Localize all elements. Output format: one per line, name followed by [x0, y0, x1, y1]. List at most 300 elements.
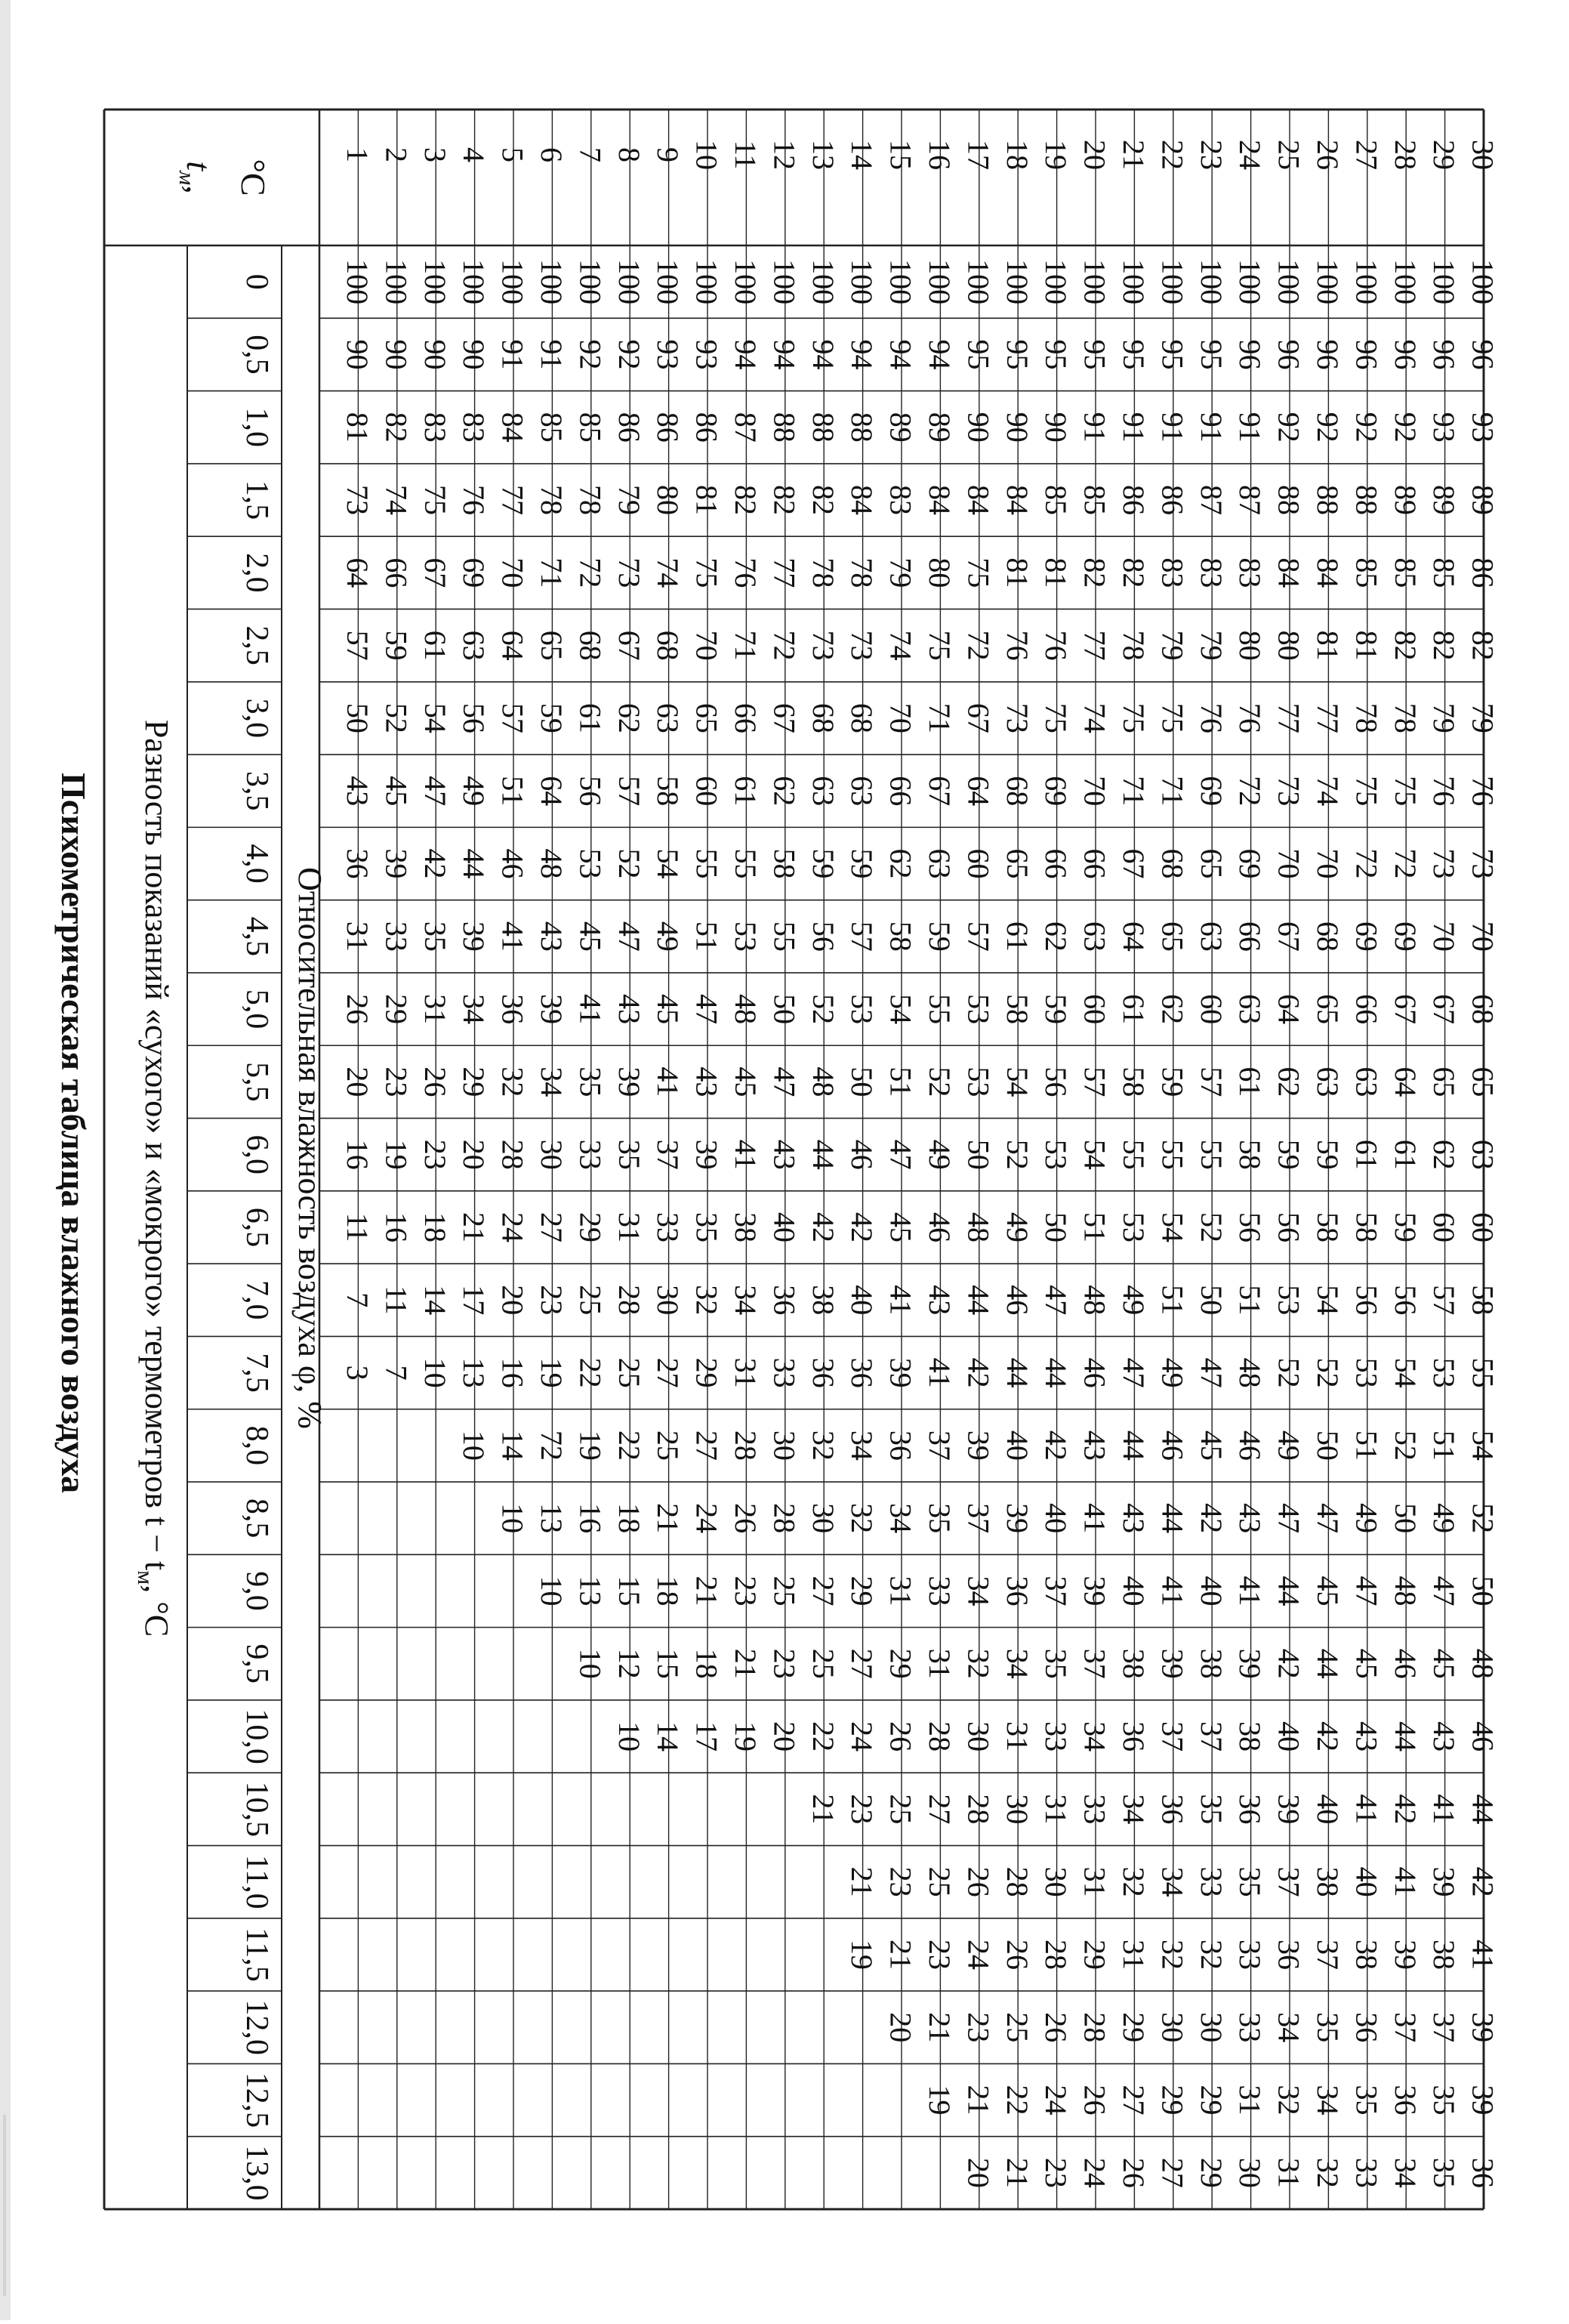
- table-cell: 53: [961, 1066, 996, 1097]
- row-label-tm: 19: [1039, 140, 1074, 170]
- table-cell: 34: [1000, 1648, 1034, 1679]
- row-label-tm: 10: [689, 140, 724, 170]
- table-cell: 37: [651, 1139, 686, 1170]
- table-cell: 79: [612, 485, 646, 516]
- table-cell: 38: [1311, 1866, 1346, 1897]
- row-label-tm: 1: [341, 147, 375, 162]
- table-cell: 37: [1077, 1648, 1112, 1679]
- table-cell: 100: [883, 259, 918, 305]
- table-cell: 39: [1233, 1648, 1268, 1679]
- row-label-tm: 18: [1000, 140, 1034, 170]
- table-cell: 100: [495, 259, 530, 305]
- table-cell: 50: [1311, 1430, 1346, 1461]
- table-cell: 38: [1117, 1648, 1151, 1679]
- table-cell: 96: [1311, 339, 1346, 370]
- table-cell: 61: [1117, 994, 1151, 1025]
- table-cell: 100: [1388, 259, 1423, 305]
- table-cell: 100: [535, 259, 569, 305]
- table-cell: 26: [341, 994, 375, 1025]
- row-label-tm: 6: [535, 147, 569, 162]
- table-cell: 93: [1466, 412, 1500, 443]
- table-cell: 59: [1272, 1139, 1306, 1170]
- table-cell: 71: [923, 702, 957, 733]
- table-cell: 82: [1077, 557, 1112, 588]
- table-cell: 34: [1117, 1794, 1151, 1825]
- table-cell: 23: [923, 1939, 957, 1970]
- table-cell: 50: [961, 1139, 996, 1170]
- table-cell: 70: [883, 702, 918, 733]
- table-cell: 24: [1077, 2157, 1112, 2188]
- table-cell: 76: [1194, 702, 1228, 733]
- table-cell: 41: [1233, 1576, 1268, 1606]
- table-cell: 61: [573, 702, 608, 733]
- table-cell: 58: [1466, 1285, 1500, 1316]
- table-cell: 56: [573, 776, 608, 807]
- table-cell: 62: [767, 776, 802, 807]
- column-header: 6,0: [239, 1134, 274, 1174]
- table-cell: 52: [923, 1066, 957, 1097]
- table-cell: 14: [651, 1721, 686, 1752]
- table-cell: 34: [961, 1576, 996, 1606]
- table-cell: 55: [767, 921, 802, 952]
- table-cell: 21: [806, 1794, 840, 1825]
- table-cell: 52: [806, 994, 840, 1025]
- table-cell: 82: [1117, 557, 1151, 588]
- table-cell: 30: [806, 1503, 840, 1534]
- table-cell: 25: [883, 1794, 918, 1825]
- table-cell: 36: [1117, 1721, 1151, 1752]
- table-cell: 47: [1039, 1285, 1074, 1316]
- table-cell: 100: [1272, 259, 1306, 305]
- table-cell: 72: [961, 630, 996, 661]
- table-cell: 82: [767, 485, 802, 516]
- table-cell: 61: [1388, 1139, 1423, 1170]
- table-cell: 36: [1466, 2157, 1500, 2188]
- table-cell: 17: [457, 1285, 492, 1316]
- table-cell: 87: [1233, 485, 1268, 516]
- table-cell: 56: [1388, 1285, 1423, 1316]
- table-cell: 10: [457, 1430, 492, 1461]
- table-cell: 47: [1272, 1503, 1306, 1534]
- table-cell: 96: [1466, 339, 1500, 370]
- table-cell: 93: [689, 339, 724, 370]
- table-cell: 55: [1466, 1357, 1500, 1388]
- table-cell: 96: [1349, 339, 1384, 370]
- table-cell: 33: [573, 1139, 608, 1170]
- table-cell: 77: [767, 557, 802, 588]
- table-cell: 67: [1117, 848, 1151, 879]
- table-cell: 69: [1039, 776, 1074, 807]
- table-cell: 27: [806, 1576, 840, 1606]
- table-cell: 60: [1466, 1212, 1500, 1242]
- table-cell: 17: [689, 1721, 724, 1752]
- table-cell: 66: [379, 557, 414, 588]
- table-cell: 100: [573, 259, 608, 305]
- table-cell: 21: [651, 1503, 686, 1534]
- table-cell: 63: [1233, 994, 1268, 1025]
- table-cell: 39: [1000, 1503, 1034, 1534]
- table-cell: 70: [1272, 848, 1306, 879]
- table-cell: 79: [1194, 630, 1228, 661]
- row-label-tm: 8: [612, 147, 646, 162]
- table-cell: 75: [1039, 702, 1074, 733]
- table-cell: 32: [1117, 1866, 1151, 1897]
- table-cell: 19: [535, 1357, 569, 1388]
- table-cell: 54: [1388, 1357, 1423, 1388]
- table-cell: 23: [1039, 2157, 1074, 2188]
- table-cell: 69: [1349, 921, 1384, 952]
- table-cell: 56: [1349, 1285, 1384, 1316]
- table-cell: 95: [1039, 339, 1074, 370]
- table-cell: 85: [1388, 557, 1423, 588]
- table-cell: 60: [961, 848, 996, 879]
- table-cell: 61: [1233, 1066, 1268, 1097]
- table-cell: 33: [767, 1357, 802, 1388]
- column-header: 2,0: [239, 553, 274, 593]
- table-cell: 31: [1117, 1939, 1151, 1970]
- table-cell: 33: [651, 1212, 686, 1242]
- table-cell: 83: [883, 485, 918, 516]
- table-cell: 73: [341, 485, 375, 516]
- table-cell: 92: [1272, 412, 1306, 443]
- table-cell: 57: [341, 630, 375, 661]
- table-cell: 32: [806, 1430, 840, 1461]
- table-cell: 16: [341, 1139, 375, 1170]
- table-cell: 53: [1272, 1285, 1306, 1316]
- table-cell: 100: [379, 259, 414, 305]
- table-cell: 92: [612, 339, 646, 370]
- table-cell: 75: [1388, 776, 1423, 807]
- table-cell: 55: [729, 848, 763, 879]
- table-cell: 21: [689, 1576, 724, 1606]
- table-cell: 26: [1077, 2085, 1112, 2116]
- table-cell: 28: [923, 1721, 957, 1752]
- table-cell: 73: [806, 630, 840, 661]
- column-header: 3,0: [239, 698, 274, 739]
- table-cell: 73: [1000, 702, 1034, 733]
- table-cell: 72: [1233, 776, 1268, 807]
- table-cell: 75: [1155, 702, 1190, 733]
- table-cell: 21: [923, 2012, 957, 2043]
- table-cell: 29: [1077, 1939, 1112, 1970]
- column-header: 6,5: [239, 1207, 274, 1248]
- table-cell: 72: [1388, 848, 1423, 879]
- table-cell: 85: [573, 412, 608, 443]
- table-cell: 35: [1039, 1648, 1074, 1679]
- row-label-tm: 7: [573, 147, 608, 162]
- column-header: 12,0: [239, 1999, 274, 2056]
- table-cell: 23: [845, 1794, 880, 1825]
- table-cell: 31: [923, 1648, 957, 1679]
- table-cell: 50: [1388, 1503, 1423, 1534]
- table-cell: 37: [1311, 1939, 1346, 1970]
- table-cell: 11: [341, 1212, 375, 1242]
- table-cell: 30: [535, 1139, 569, 1170]
- table-cell: 58: [651, 776, 686, 807]
- table-cell: 23: [767, 1648, 802, 1679]
- table-cell: 37: [961, 1503, 996, 1534]
- table-cell: 58: [883, 921, 918, 952]
- table-cell: 43: [1349, 1721, 1384, 1752]
- table-cell: 71: [1117, 776, 1151, 807]
- table-cell: 35: [689, 1212, 724, 1242]
- table-cell: 10: [418, 1357, 452, 1388]
- table-cell: 49: [1000, 1212, 1034, 1242]
- table-cell: 26: [1000, 1939, 1034, 1970]
- table-cell: 94: [883, 339, 918, 370]
- column-header: 4,0: [239, 844, 274, 884]
- table-cell: 20: [961, 2157, 996, 2188]
- table-cell: 43: [612, 994, 646, 1025]
- table-cell: 46: [1155, 1430, 1190, 1461]
- table-cell: 21: [845, 1866, 880, 1897]
- table-cell: 68: [1311, 921, 1346, 952]
- table-cell: 36: [845, 1357, 880, 1388]
- table-cell: 15: [651, 1648, 686, 1679]
- table-cell: 48: [535, 848, 569, 879]
- table-cell: 39: [457, 921, 492, 952]
- row-label-tm: 27: [1349, 140, 1384, 170]
- table-cell: 68: [1000, 776, 1034, 807]
- table-cell: 76: [1233, 702, 1268, 733]
- table-cell: 30: [767, 1430, 802, 1461]
- table-cell: 31: [1077, 1866, 1112, 1897]
- table-cell: 28: [495, 1139, 530, 1170]
- table-cell: 13: [457, 1357, 492, 1388]
- table-cell: 14: [418, 1285, 452, 1316]
- table-cell: 89: [1427, 485, 1462, 516]
- table-cell: 35: [923, 1503, 957, 1534]
- table-cell: 83: [1155, 557, 1190, 588]
- table-cell: 35: [418, 921, 452, 952]
- table-cell: 41: [923, 1357, 957, 1388]
- table-cell: 34: [729, 1285, 763, 1316]
- table-cell: 24: [495, 1212, 530, 1242]
- table-cell: 28: [612, 1285, 646, 1316]
- table-cell: 62: [612, 702, 646, 733]
- table-cell: 42: [1311, 1721, 1346, 1752]
- table-cell: 64: [961, 776, 996, 807]
- table-cell: 43: [1427, 1721, 1462, 1752]
- table-cell: 58: [1311, 1212, 1346, 1242]
- table-cell: 65: [1155, 921, 1190, 952]
- table-cell: 10: [535, 1576, 569, 1606]
- table-cell: 34: [1388, 2157, 1423, 2188]
- table-cell: 38: [1194, 1648, 1228, 1679]
- row-label-tm: 23: [1194, 140, 1228, 170]
- table-cell: 80: [651, 485, 686, 516]
- table-cell: 36: [1388, 2085, 1423, 2116]
- table-cell: 48: [961, 1212, 996, 1242]
- table-cell: 29: [1194, 2085, 1228, 2116]
- table-cell: 46: [923, 1212, 957, 1242]
- table-cell: 53: [845, 994, 880, 1025]
- table-cell: 21: [729, 1648, 763, 1679]
- table-cell: 100: [1194, 259, 1228, 305]
- table-cell: 54: [1000, 1066, 1034, 1097]
- table-cell: 77: [1077, 630, 1112, 661]
- table-cell: 65: [1427, 1066, 1462, 1097]
- table-cell: 59: [1155, 1066, 1190, 1097]
- table-cell: 65: [1466, 1066, 1500, 1097]
- table-cell: 34: [1155, 1866, 1190, 1897]
- table-cell: 87: [729, 412, 763, 443]
- table-cell: 24: [689, 1503, 724, 1534]
- table-cell: 48: [1077, 1285, 1112, 1316]
- table-cell: 18: [651, 1576, 686, 1606]
- table-cell: 31: [1272, 2157, 1306, 2188]
- table-cell: 82: [1388, 630, 1423, 661]
- diff-header: Разность показаний «сухого» и «мокрого» термометров $t - t_м$, °C: [133, 719, 175, 1637]
- table-cell: 30: [1039, 1866, 1074, 1897]
- table-cell: 50: [845, 1066, 880, 1097]
- table-cell: 74: [379, 485, 414, 516]
- column-header: 0: [239, 273, 274, 290]
- column-header: 9,5: [239, 1643, 274, 1684]
- table-cell: 94: [845, 339, 880, 370]
- table-cell: 62: [883, 848, 918, 879]
- table-cell: 100: [1039, 259, 1074, 305]
- table-cell: 33: [1039, 1721, 1074, 1752]
- table-cell: 22: [806, 1721, 840, 1752]
- table-cell: 19: [923, 2085, 957, 2116]
- table-cell: 41: [729, 1139, 763, 1170]
- table-cell: 66: [1233, 921, 1268, 952]
- table-cell: 89: [883, 412, 918, 443]
- table-cell: 64: [1272, 994, 1306, 1025]
- table-cell: 45: [1194, 1430, 1228, 1461]
- table-cell: 41: [1155, 1576, 1190, 1606]
- column-header: 8,0: [239, 1425, 274, 1466]
- row-label-tm: 30: [1466, 140, 1500, 170]
- table-cell: 18: [418, 1212, 452, 1242]
- table-cell: 100: [923, 259, 957, 305]
- table-cell: 100: [1000, 259, 1034, 305]
- table-cell: 39: [1155, 1648, 1190, 1679]
- table-cell: 84: [845, 485, 880, 516]
- table-cell: 28: [1000, 1866, 1034, 1897]
- table-cell: 83: [418, 412, 452, 443]
- table-cell: 21: [883, 1939, 918, 1970]
- table-cell: 73: [1466, 848, 1500, 879]
- table-cell: 48: [806, 1066, 840, 1097]
- table-cell: 63: [1349, 1066, 1384, 1097]
- table-cell: 60: [689, 776, 724, 807]
- table-cell: 30: [1000, 1794, 1034, 1825]
- table-cell: 21: [961, 2085, 996, 2116]
- table-cell: 65: [1000, 848, 1034, 879]
- table-cell: 36: [1000, 1576, 1034, 1606]
- table-cell: 39: [961, 1430, 996, 1461]
- table-cell: 89: [923, 412, 957, 443]
- table-cell: 49: [1272, 1430, 1306, 1461]
- table-cell: 59: [535, 702, 569, 733]
- table-cell: 100: [961, 259, 996, 305]
- table-cell: 92: [573, 339, 608, 370]
- table-cell: 82: [1466, 630, 1500, 661]
- table-cell: 88: [1349, 485, 1384, 516]
- table-cell: 88: [1272, 485, 1306, 516]
- table-cell: 24: [961, 1939, 996, 1970]
- table-cell: 31: [1000, 1721, 1034, 1752]
- table-cell: 19: [379, 1139, 414, 1170]
- table-cell: 56: [1039, 1066, 1074, 1097]
- table-cell: 78: [1349, 702, 1384, 733]
- table-cell: 70: [1466, 921, 1500, 952]
- row-label-tm: 12: [767, 140, 802, 170]
- table-cell: 46: [1466, 1721, 1500, 1752]
- column-header: 0,5: [239, 335, 274, 375]
- table-cell: 54: [1077, 1139, 1112, 1170]
- table-cell: 80: [1233, 630, 1268, 661]
- table-cell: 100: [651, 259, 686, 305]
- table-cell: 40: [767, 1212, 802, 1242]
- table-cell: 26: [1117, 2157, 1151, 2188]
- column-header: 4,5: [239, 916, 274, 957]
- table-cell: 41: [1077, 1503, 1112, 1534]
- table-cell: 50: [1194, 1285, 1228, 1316]
- table-cell: 33: [923, 1576, 957, 1606]
- table-cell: 87: [1194, 485, 1228, 516]
- table-cell: 43: [767, 1139, 802, 1170]
- table-cell: 29: [845, 1576, 880, 1606]
- table-cell: 42: [806, 1212, 840, 1242]
- row-label-tm: 2: [379, 147, 414, 162]
- table-cell: 72: [535, 1430, 569, 1461]
- table-cell: 75: [923, 630, 957, 661]
- table-cell: 67: [1272, 921, 1306, 952]
- table-cell: 47: [883, 1139, 918, 1170]
- table-cell: 42: [1039, 1430, 1074, 1461]
- table-cell: 73: [1272, 776, 1306, 807]
- table-cell: 95: [1000, 339, 1034, 370]
- table-cell: 13: [573, 1576, 608, 1606]
- table-cell: 92: [1349, 412, 1384, 443]
- table-cell: 84: [961, 485, 996, 516]
- table-cell: 66: [1077, 848, 1112, 879]
- table-cell: 54: [1466, 1430, 1500, 1461]
- table-cell: 85: [1039, 485, 1074, 516]
- table-cell: 35: [1427, 2085, 1462, 2116]
- table-cell: 58: [1117, 1066, 1151, 1097]
- table-cell: 64: [535, 776, 569, 807]
- table-cell: 53: [1427, 1357, 1462, 1388]
- table-cell: 63: [1194, 921, 1228, 952]
- column-header: 10,5: [239, 1781, 274, 1838]
- table-cell: 23: [379, 1066, 414, 1097]
- table-cell: 23: [418, 1139, 452, 1170]
- table-cell: 36: [1349, 2012, 1384, 2043]
- table-cell: 100: [418, 259, 452, 305]
- table-cell: 60: [1427, 1212, 1462, 1242]
- table-cell: 10: [612, 1721, 646, 1752]
- table-cell: 7: [379, 1365, 414, 1381]
- table-cell: 46: [1388, 1648, 1423, 1679]
- row-label-tm: 3: [418, 147, 452, 162]
- table-cell: 46: [845, 1139, 880, 1170]
- table-cell: 67: [961, 702, 996, 733]
- table-cell: 29: [1117, 2012, 1151, 2043]
- table-cell: 26: [1039, 2012, 1074, 2043]
- table-cell: 36: [883, 1430, 918, 1461]
- table-cell: 27: [1155, 2157, 1190, 2188]
- table-cell: 25: [573, 1285, 608, 1316]
- table-cell: 25: [651, 1430, 686, 1461]
- table-cell: 32: [845, 1503, 880, 1534]
- table-cell: 45: [1427, 1648, 1462, 1679]
- table-cell: 80: [923, 557, 957, 588]
- table-cell: 66: [1349, 994, 1384, 1025]
